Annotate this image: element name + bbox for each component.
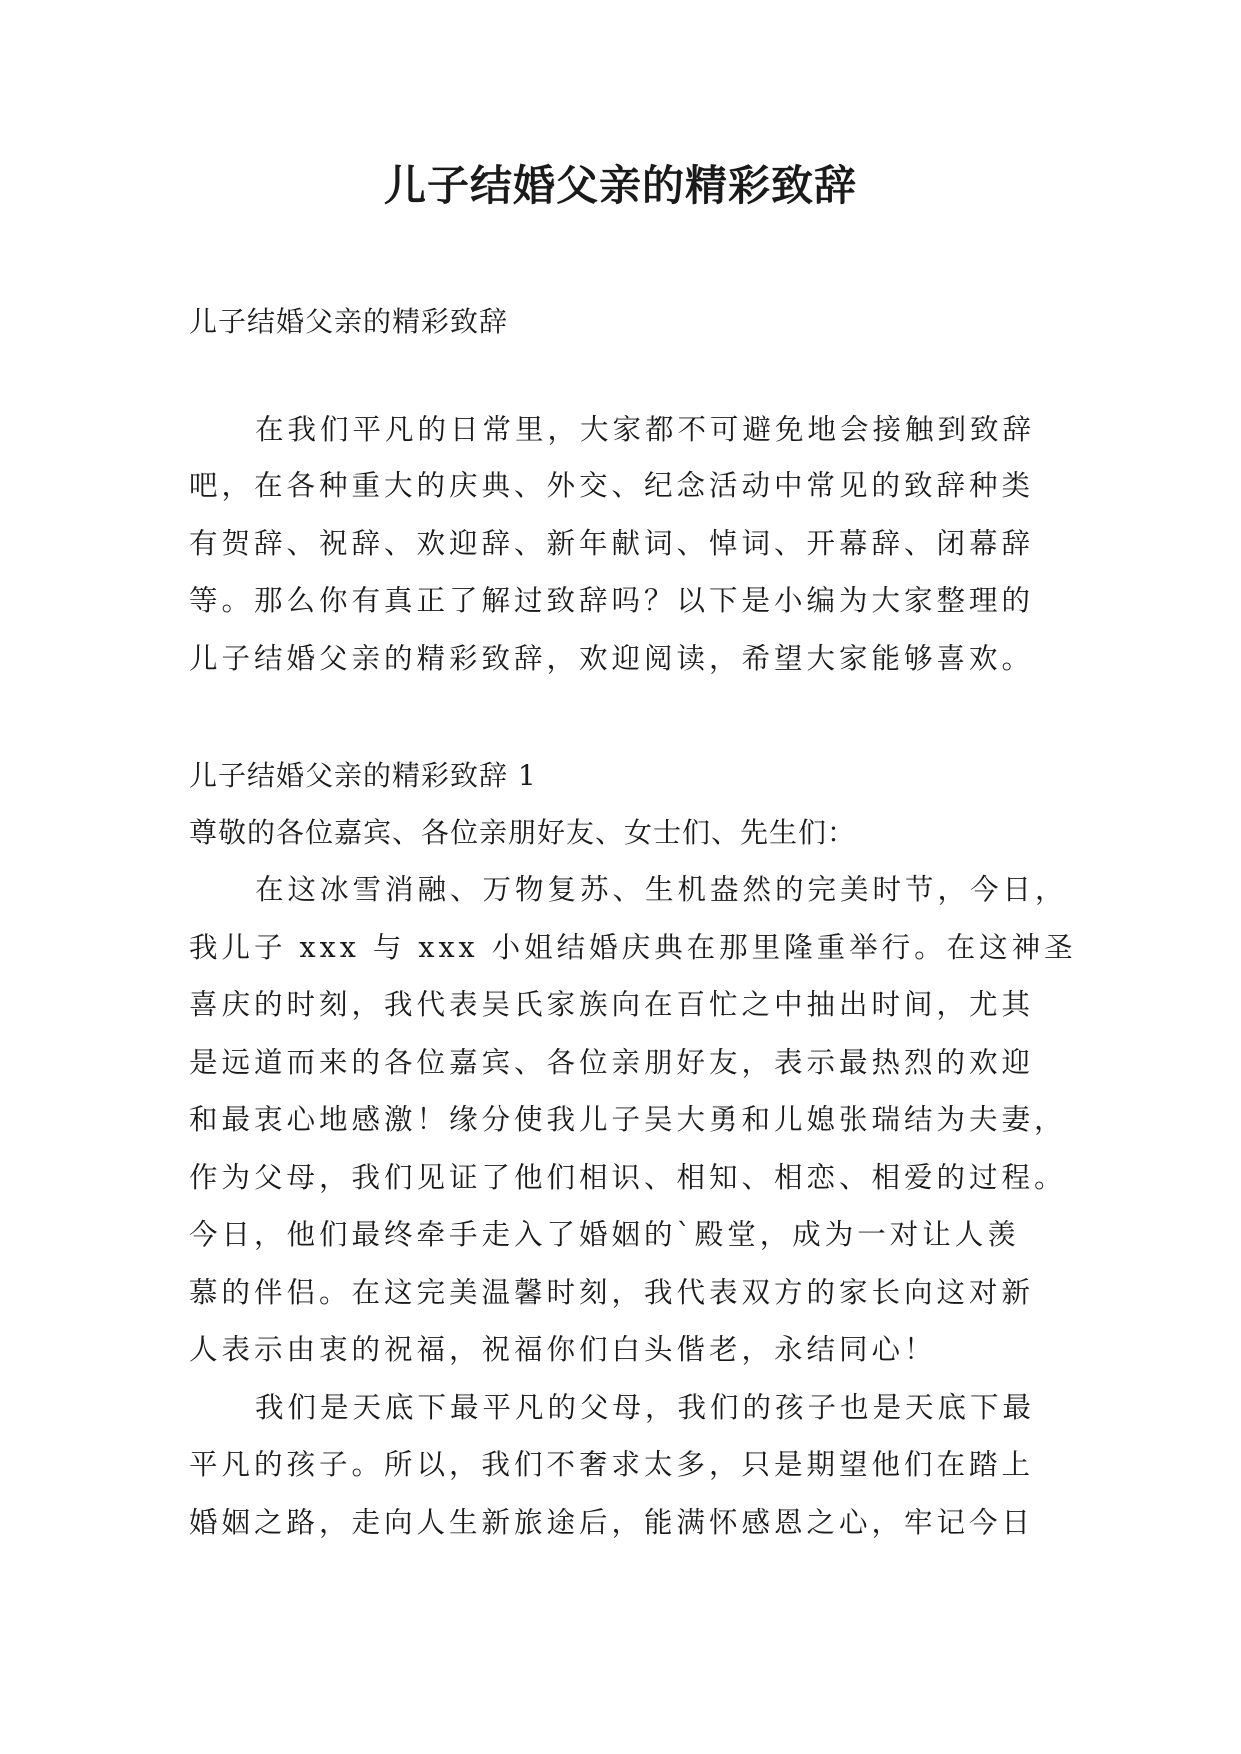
intro-line: 有贺辞、祝辞、欢迎辞、新年献词、悼词、开幕辞、闭幕辞	[189, 527, 1035, 560]
body-line: 是远道而来的各位嘉宾、各位亲朋好友，表示最热烈的欢迎	[189, 1046, 1035, 1079]
body-line: 平凡的孩子。所以，我们不奢求太多，只是期望他们在踏上	[189, 1448, 1035, 1481]
document-subtitle: 儿子结婚父亲的精彩致辞	[189, 305, 509, 338]
body-line: 人表示由衷的祝福，祝福你们白头偕老，永结同心！	[189, 1333, 937, 1366]
intro-line: 吧，在各种重大的庆典、外交、纪念活动中常见的致辞种类	[189, 469, 1035, 502]
body-line: 喜庆的时刻，我代表吴氏家族向在百忙之中抽出时间，尤其	[189, 988, 1035, 1021]
intro-line: 儿子结婚父亲的精彩致辞，欢迎阅读，希望大家能够喜欢。	[189, 642, 1035, 675]
section-heading: 儿子结婚父亲的精彩致辞 1	[189, 759, 537, 792]
body-line: 和最衷心地感激！缘分使我儿子吴大勇和儿媳张瑞结为夫妻，	[189, 1103, 1067, 1136]
intro-line: 等。那么你有真正了解过致辞吗？以下是小编为大家整理的	[189, 584, 1035, 617]
body-line: 慕的伴侣。在这完美温馨时刻，我代表双方的家长向这对新	[189, 1276, 1035, 1309]
body-line: 今日，他们最终牵手走入了婚姻的`殿堂，成为一对让人羡	[189, 1218, 1020, 1251]
body-line: 在这冰雪消融、万物复苏、生机盎然的完美时节，今日，	[255, 873, 1068, 906]
body-line: 作为父母，我们见证了他们相识、相知、相恋、相爱的过程。	[189, 1161, 1067, 1194]
document-title: 儿子结婚父亲的精彩致辞	[383, 161, 857, 210]
body-line: 我们是天底下最平凡的父母，我们的孩子也是天底下最	[255, 1391, 1036, 1424]
salutation: 尊敬的各位嘉宾、各位亲朋好友、女士们、先生们：	[189, 816, 857, 849]
body-line: 我儿子 xxx 与 xxx 小姐结婚庆典在那里隆重举行。在这神圣	[189, 931, 1077, 964]
body-line: 婚姻之路，走向人生新旅途后，能满怀感恩之心，牢记今日	[189, 1506, 1035, 1539]
intro-line: 在我们平凡的日常里，大家都不可避免地会接触到致辞	[255, 413, 1036, 446]
